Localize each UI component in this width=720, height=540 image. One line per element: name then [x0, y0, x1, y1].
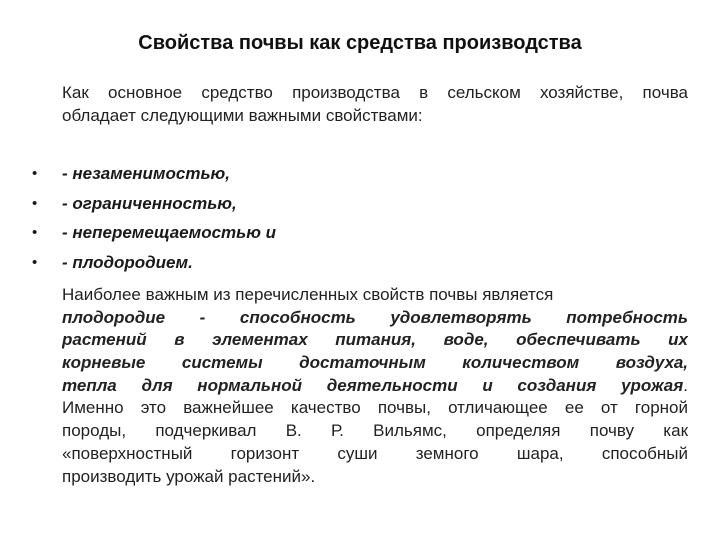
- bullet-icon: •: [32, 165, 38, 182]
- fertility-definition-line: корневые системы достаточным количеством воздуха,: [62, 353, 688, 373]
- paragraph-line: породы, подчеркивал В. Р. Вильямс, определяя почву как: [62, 421, 688, 441]
- paragraph-line: Именно это важнейшее качество почвы, отличающее ее от горной: [62, 398, 688, 418]
- intro-text: [62, 82, 688, 127]
- paragraph-line: «поверхностный горизонт суши земного шара, способный: [62, 443, 688, 463]
- bullet-icon: •: [32, 224, 38, 241]
- page-title: Свойства почвы как средства производства: [138, 32, 582, 54]
- list-item: [32, 163, 632, 193]
- fertility-definition-last-line: [62, 375, 688, 398]
- fertility-definition-line: плодородие - способность удовлетворять потребность: [62, 307, 688, 327]
- list-item-text: - плодородием.: [62, 252, 193, 272]
- list-item: [32, 222, 632, 252]
- list-item-text: - неперемещаемостью и: [62, 223, 277, 242]
- bullet-icon: •: [32, 253, 38, 271]
- paragraph-line: производить урожай растений».: [62, 466, 316, 486]
- bullet-icon: •: [32, 194, 38, 212]
- intro-line-2: обладает следующими важными свойствами:: [62, 105, 423, 125]
- main-paragraph: [62, 284, 688, 488]
- paragraph-line: Наиболее важным из перечисленных свойств почвы является: [62, 285, 554, 304]
- intro-line-1: Как основное средство производства в сельском хозяйстве, почва: [62, 83, 688, 102]
- properties-list: [32, 163, 632, 281]
- list-item-text: - ограниченностью,: [62, 193, 237, 213]
- sentence-period: .: [683, 375, 688, 395]
- list-item: [32, 252, 632, 282]
- list-item: [32, 193, 632, 223]
- list-item-text: - незаменимостью,: [62, 164, 230, 183]
- fertility-definition-line: растений в элементах питания, воде, обеспечивать их: [62, 330, 688, 350]
- fertility-definition-text: тепла для нормальной деятельности и создания урожая: [62, 375, 684, 395]
